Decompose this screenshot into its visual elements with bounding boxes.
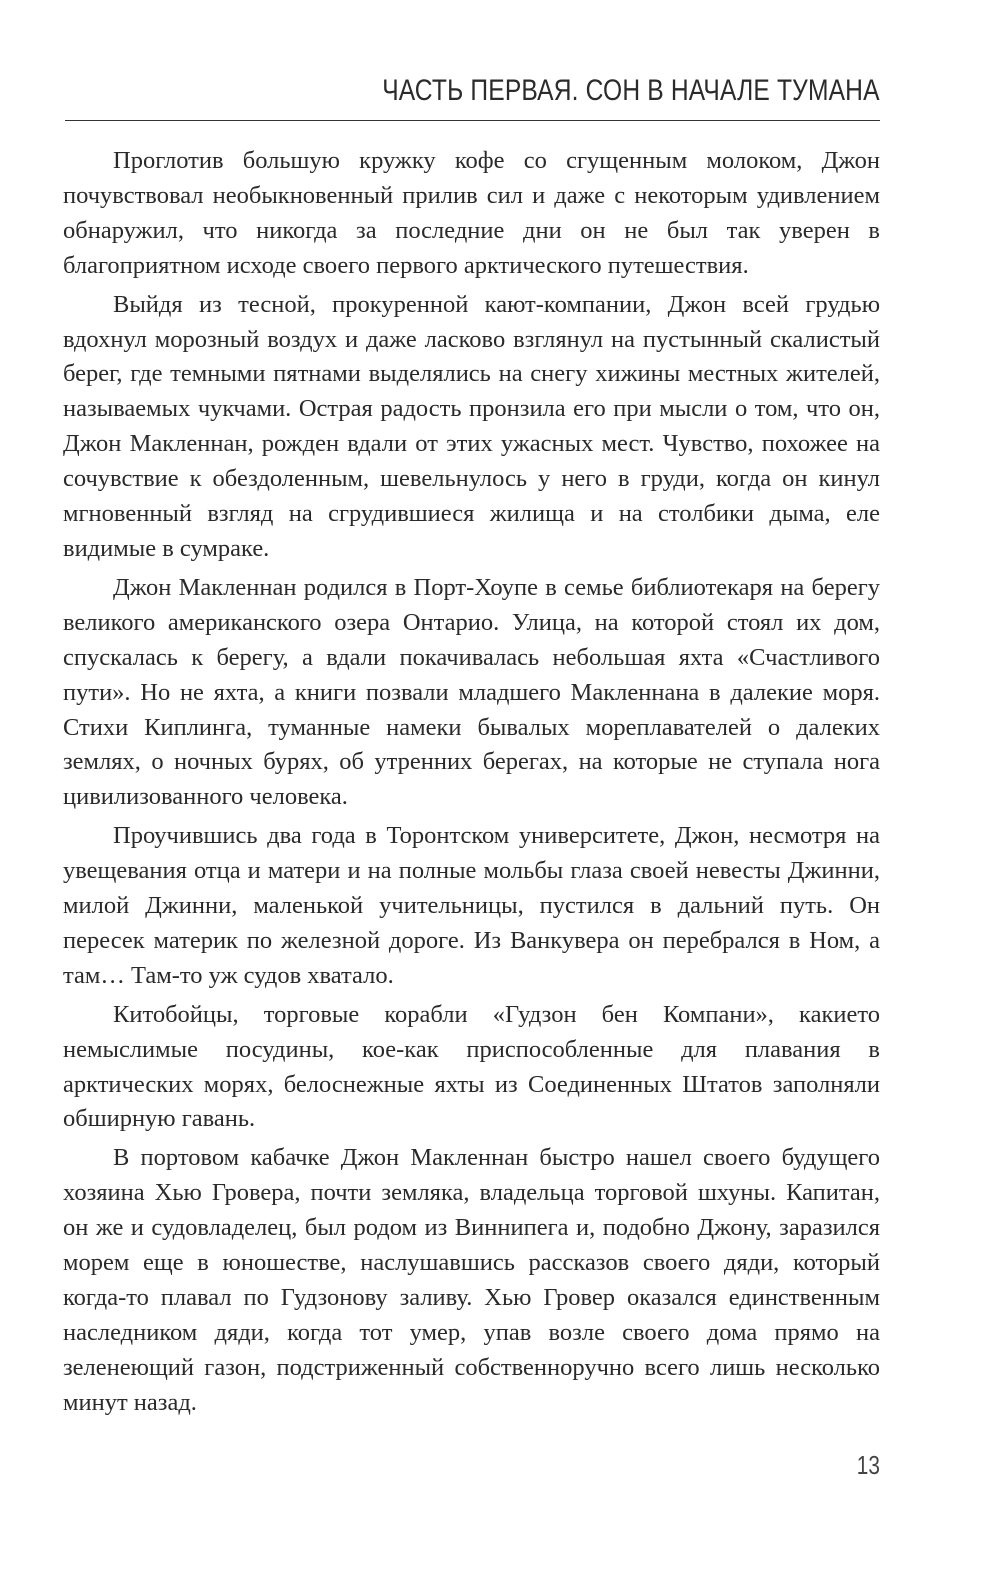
paragraph: Джон Макленнан родился в Порт-Хоупе в семье библиотекаря на берегу великого американского озера Онтарио. Улица, на которой стоял их дом, спускалась к берегу, а вдали покачивалась небольшая яхта «Счастливого пути». Но не яхта, а книги позвали младшего Макленнана в далекие моря. Стихи Киплинга, туманные намеки бывалых мореплавателей о далеких землях, о ночных бурях, об утренних берегах, на которые не ступала нога цивилизованного человека. xyxy=(63,573,880,811)
paragraph: Выйдя из тесной, прокуренной кают-компании, Джон всей грудью вдохнул морозный воздух и даже ласково взглянул на пустынный скалистый берег, где темными пятнами выделялись на снегу хижины местных жителей, называемых чукчами. Острая радость пронзила его при мысли о том, что он, Джон Макленнан, рожден вдали от этих ужасных мест. Чувство, похожее на сочувствие к обездоленным, шевельнулось у него в груди, когда он кинул мгновенный взгляд на сгрудившиеся жилища и на столбики дыма, еле видимые в сумраке. xyxy=(63,290,880,562)
body-text xyxy=(63,144,880,1425)
running-header xyxy=(65,70,880,121)
page-number: 13 xyxy=(856,1450,880,1480)
chapter-title: ЧАСТЬ ПЕРВАЯ. СОН В НАЧАЛЕ ТУМАНА xyxy=(382,74,880,107)
paragraph: Китобойцы, торговые корабли «Гудзон бен Компани», какието немыслимые посудины, кое-как приспособленные для плавания в арктических морях, белоснежные яхты из Соединенных Штатов заполняли обширную гавань. xyxy=(63,1000,880,1133)
paragraph: В портовом кабачке Джон Макленнан быстро нашел своего будущего хозяина Хью Гровера, почти земляка, владельца торговой шхуны. Капитан, он же и судовладелец, был родом из Виннипега и, подобно Джону, заразился морем еще в юношестве, наслушавшись рассказов своего дяди, который когда-то плавал по Гудзонову заливу. Хью Гровер оказался единственным наследником дяди, когда тот умер, упав возле своего дома прямо на зеленеющий газон, подстриженный собственноручно всего лишь несколько минут назад. xyxy=(63,1144,880,1416)
paragraph: Проучившись два года в Торонтском университете, Джон, несмотря на увещевания отца и матери и на полные мольбы глаза своей невесты Джинни, милой Джинни, маленькой учительницы, пустился в дальний путь. Он пересек материк по железной дороге. Из Ванкувера он перебрался в Ном, а там… Там-то уж судов хватало. xyxy=(63,822,880,989)
paragraph: Проглотив большую кружку кофе со сгущенным молоком, Джон почувствовал необыкновенный прилив сил и даже с некоторым удивлением обнаружил, что никогда за последние дни он не был так уверен в благоприятном исходе своего первого арктического путешествия. xyxy=(63,147,880,279)
